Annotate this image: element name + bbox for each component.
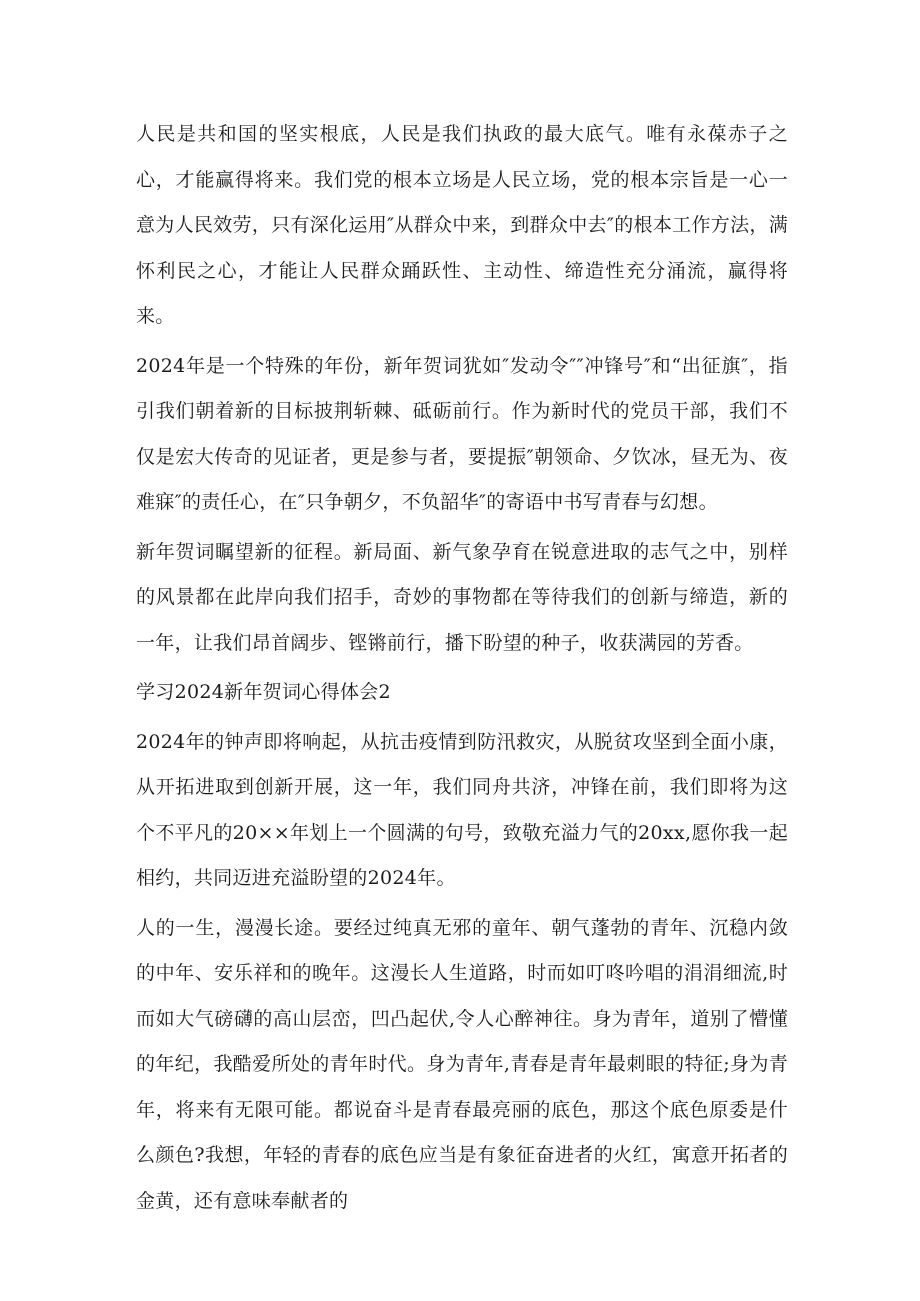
- paragraph-special-year: 2024年是一个特殊的年份，新年贺词犹如″发动令″″冲锋号″和“出征旗″，指引我们朝着新的目标披荆斩棘、砥砺前行。作为新时代的党员干部，我们不仅是宏大传奇的见证者，更是参与者，要提振″朝领命、夕饮冰，昼无为、夜难寐″的责任心，在″只争朝夕，不负韶华″的寄语中书写青春与幻想。: [136, 354, 788, 513]
- paragraph-youth: 人的一生，漫漫长途。要经过纯真无邪的童年、朝气蓬勃的青年、沉稳内敛的中年、安乐祥和的晚年。这漫长人生道路，时而如叮咚吟唱的涓涓细流,时而如大气磅礴的高山层峦，凹凸起伏,令人心醉神往。身为青年，道别了懵懂的年纪，我酷爱所处的青年时代。身为青年,青春是青年最刺眼的特征;身为青年，将来有无限可能。都说奋斗是青春最亮丽的底色，那这个底色原委是什么颜色?我想，年轻的青春的底色应当是有象征奋进者的火红，寓意开拓者的金黄，还有意味奉献者的: [136, 916, 788, 1212]
- paragraph-new-journey: 新年贺词瞩望新的征程。新局面、新气象孕育在锐意进取的志气之中，别样的风景都在此岸向我们招手，奇妙的事物都在等待我们的创新与缔造，新的一年，让我们昂首阔步、铿锵前行，播下盼望的种子，收获满园的芳香。: [136, 540, 788, 654]
- section-heading: 学习2024新年贺词心得体会2: [136, 681, 391, 703]
- document-body: [136, 112, 788, 1228]
- paragraph-people-foundation: 人民是共和国的坚实根底，人民是我们执政的最大底气。唯有永葆赤子之心，才能赢得将来。我们党的根本立场是人民立场，党的根本宗旨是一心一意为人民效劳，只有深化运用″从群众中来，到群众中去″的根本工作方法，满怀利民之心，才能让人民群众踊跃性、主动性、缔造性充分涌流，赢得将来。: [136, 123, 788, 327]
- paragraph-year-bell: 2024年的钟声即将响起，从抗击疫情到防汛救灾，从脱贫攻坚到全面小康，从开拓进取到创新开展，这一年，我们同舟共济，冲锋在前，我们即将为这个不平凡的20××年划上一个圆满的句号，致敬充溢力气的20xx,愿你我一起相约，共同迈进充溢盼望的2024年。: [136, 730, 788, 889]
